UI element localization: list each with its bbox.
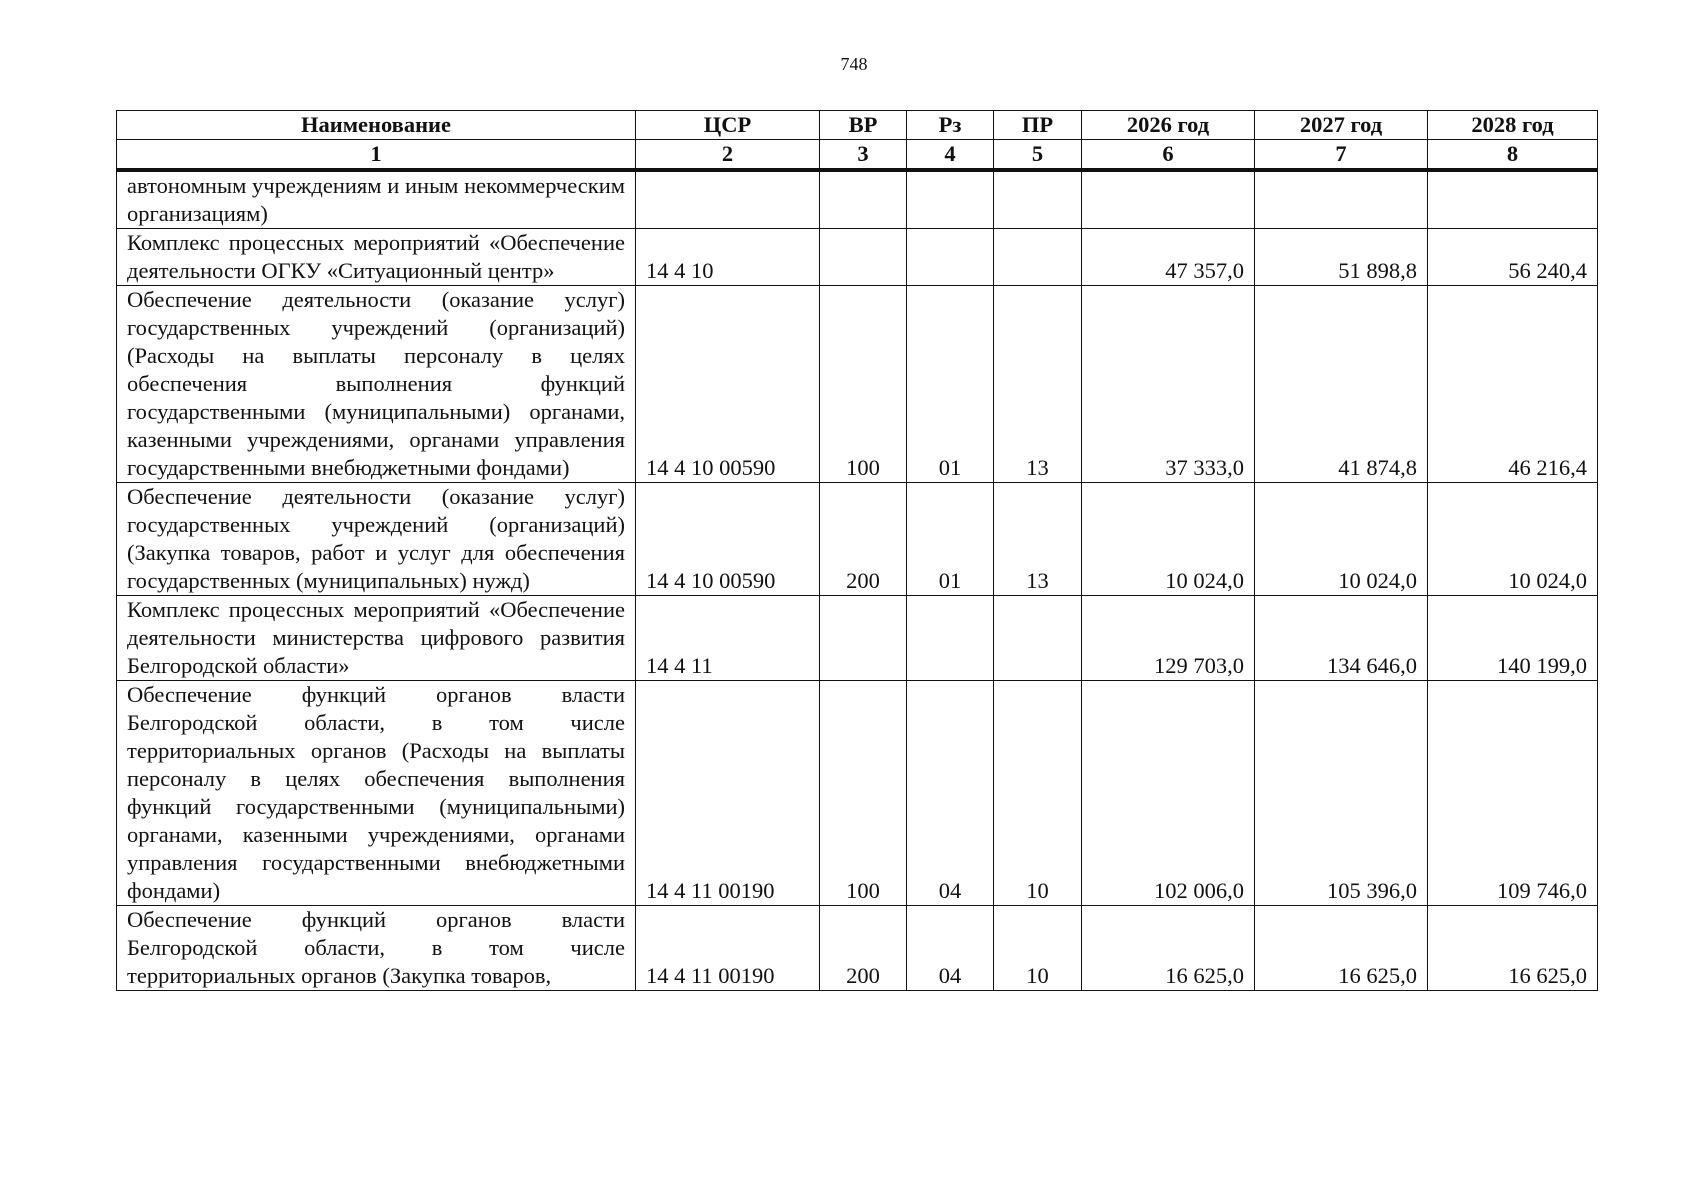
row-rz: 04 (907, 681, 994, 906)
table-row (117, 906, 1598, 991)
row-pr: 13 (994, 286, 1082, 483)
row-2028: 109 746,0 (1428, 681, 1598, 906)
header-rz: Рз (907, 111, 994, 140)
row-2026 (1082, 170, 1255, 229)
header-pr: ПР (994, 111, 1082, 140)
row-2028: 56 240,4 (1428, 229, 1598, 286)
row-vr: 200 (820, 906, 907, 991)
row-2027: 134 646,0 (1255, 596, 1428, 681)
column-number: 7 (1255, 140, 1428, 171)
row-name: автономным учреждениям и иным некоммерческим организациям) (117, 170, 636, 229)
table-row (117, 596, 1598, 681)
row-vr: 200 (820, 483, 907, 596)
row-name: Обеспечение функций органов власти Белгородской области, в том числе территориальных органов (Расходы на выплаты персоналу в целях обеспечения выполнения функций государственными (муниципальными) органами, казенными учреждениями, органами управления государственными внебюджетными фондами) (117, 681, 636, 906)
row-2027: 10 024,0 (1255, 483, 1428, 596)
header-csr: ЦСР (636, 111, 820, 140)
row-vr (820, 229, 907, 286)
row-csr: 14 4 10 (636, 229, 820, 286)
table-row (117, 483, 1598, 596)
row-pr: 10 (994, 906, 1082, 991)
budget-table (116, 110, 1598, 991)
column-number: 1 (117, 140, 636, 171)
header-name: Наименование (117, 111, 636, 140)
column-number: 2 (636, 140, 820, 171)
row-vr (820, 596, 907, 681)
row-vr (820, 170, 907, 229)
table-row (117, 286, 1598, 483)
row-csr: 14 4 11 00190 (636, 681, 820, 906)
row-rz: 01 (907, 286, 994, 483)
row-rz (907, 229, 994, 286)
column-number: 8 (1428, 140, 1598, 171)
table-row (117, 229, 1598, 286)
row-2027: 51 898,8 (1255, 229, 1428, 286)
row-2027 (1255, 170, 1428, 229)
row-vr: 100 (820, 681, 907, 906)
column-number: 5 (994, 140, 1082, 171)
row-rz: 04 (907, 906, 994, 991)
row-csr (636, 170, 820, 229)
row-2027: 105 396,0 (1255, 681, 1428, 906)
row-name: Обеспечение функций органов власти Белгородской области, в том числе территориальных органов (Закупка товаров, (117, 906, 636, 991)
header-vr: ВР (820, 111, 907, 140)
row-rz: 01 (907, 483, 994, 596)
row-name: Обеспечение деятельности (оказание услуг) государственных учреждений (организаций) (Расходы на выплаты персоналу в целях обеспечения выполнения функций государственными (муниципальными) органами, казенными учреждениями, органами управления государственными внебюджетными фондами) (117, 286, 636, 483)
row-csr: 14 4 11 (636, 596, 820, 681)
row-pr (994, 229, 1082, 286)
row-pr: 10 (994, 681, 1082, 906)
row-2028: 16 625,0 (1428, 906, 1598, 991)
row-name: Комплекс процессных мероприятий «Обеспечение деятельности ОГКУ «Ситуационный центр» (117, 229, 636, 286)
row-pr (994, 170, 1082, 229)
row-name: Обеспечение деятельности (оказание услуг) государственных учреждений (организаций) (Закупка товаров, работ и услуг для обеспечения государственных (муниципальных) нужд) (117, 483, 636, 596)
column-number: 3 (820, 140, 907, 171)
row-2026: 16 625,0 (1082, 906, 1255, 991)
row-2026: 37 333,0 (1082, 286, 1255, 483)
header-2027: 2027 год (1255, 111, 1428, 140)
row-rz (907, 596, 994, 681)
row-csr: 14 4 10 00590 (636, 286, 820, 483)
row-2028 (1428, 170, 1598, 229)
row-2027: 16 625,0 (1255, 906, 1428, 991)
column-number: 6 (1082, 140, 1255, 171)
table-row (117, 681, 1598, 906)
header-2026: 2026 год (1082, 111, 1255, 140)
page-number: 748 (840, 54, 868, 74)
row-2028: 10 024,0 (1428, 483, 1598, 596)
row-vr: 100 (820, 286, 907, 483)
row-2027: 41 874,8 (1255, 286, 1428, 483)
row-2028: 140 199,0 (1428, 596, 1598, 681)
row-name: Комплекс процессных мероприятий «Обеспечение деятельности министерства цифрового развития Белгородской области» (117, 596, 636, 681)
row-2026: 47 357,0 (1082, 229, 1255, 286)
row-2026: 102 006,0 (1082, 681, 1255, 906)
row-2028: 46 216,4 (1428, 286, 1598, 483)
table-row (117, 170, 1598, 229)
row-rz (907, 170, 994, 229)
row-2026: 10 024,0 (1082, 483, 1255, 596)
row-csr: 14 4 10 00590 (636, 483, 820, 596)
column-number-row (117, 140, 1598, 171)
header-2028: 2028 год (1428, 111, 1598, 140)
header-row (117, 111, 1598, 140)
row-csr: 14 4 11 00190 (636, 906, 820, 991)
column-number: 4 (907, 140, 994, 171)
row-pr (994, 596, 1082, 681)
row-2026: 129 703,0 (1082, 596, 1255, 681)
row-pr: 13 (994, 483, 1082, 596)
